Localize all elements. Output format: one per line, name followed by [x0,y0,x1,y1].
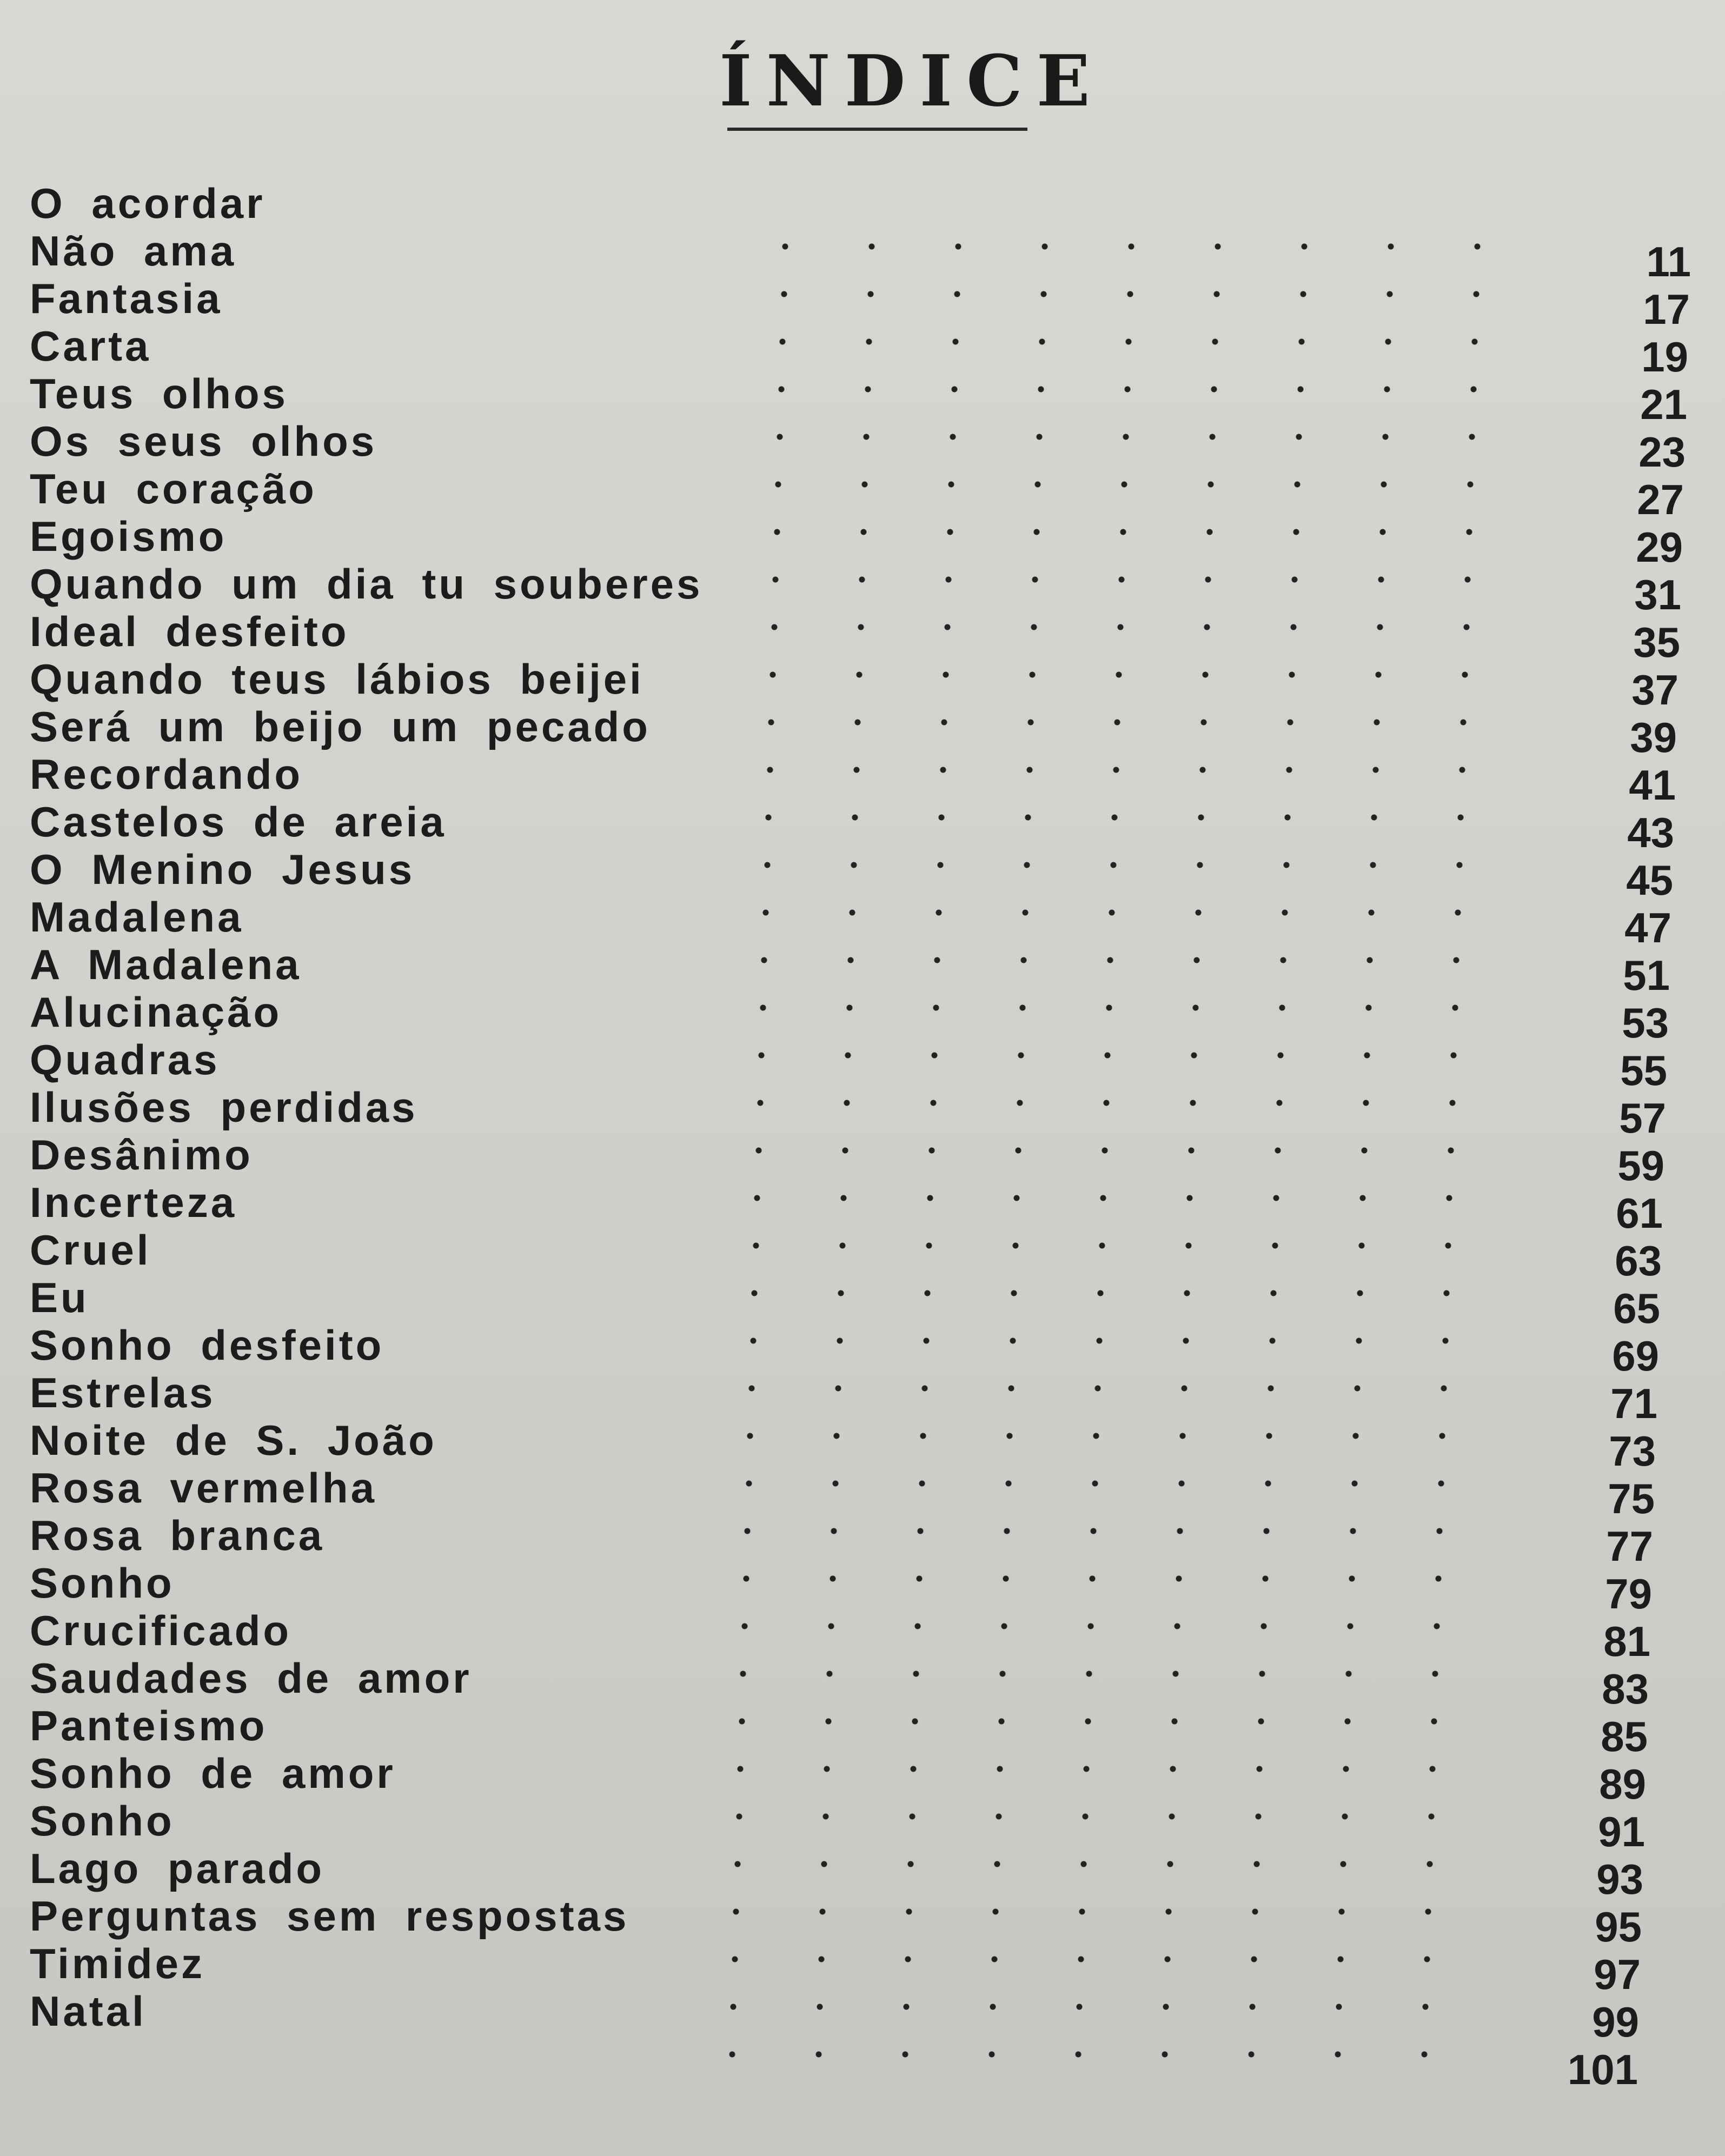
toc-page-number: 29 [1636,523,1683,571]
toc-page-number: 97 [1594,1951,1641,1998]
toc-page-number: 59 [1617,1142,1664,1189]
toc-row [30,1321,1695,1380]
dot-leader [738,384,1544,395]
toc-page-number: 73 [1609,1427,1656,1475]
toc-page-number: 69 [1612,1332,1659,1380]
toc-entry-title: Saudades de amor [30,1654,472,1702]
toc-entry-title: Egoismo [30,513,227,560]
toc-row [30,1226,1695,1285]
toc-row [30,1512,1695,1570]
toc-entry-title: Alucinação [30,988,282,1036]
toc-entry-title: Estrelas [30,1369,216,1416]
toc-row [30,1369,1695,1427]
toc-row [30,179,1695,227]
toc-entry-title: Lago parado [30,1845,325,1892]
toc-page-number: 57 [1619,1094,1666,1142]
toc-entry-title: O acordar [30,179,266,227]
toc-entry-title: Os seus olhos [30,417,377,465]
dot-leader [700,1668,1467,1679]
toc-entry-title: Desânimo [30,1131,253,1179]
toc-page-number: 71 [1610,1380,1657,1427]
dot-leader [703,1573,1474,1584]
dot-leader [728,717,1523,728]
dot-leader [713,1240,1493,1251]
toc-row [30,1083,1695,1142]
dot-leader [690,2001,1448,2012]
toc-page-number: 89 [1599,1760,1646,1808]
toc-page-number: 83 [1602,1665,1649,1713]
toc-page-number: 99 [1592,1998,1639,2046]
toc-page-number: 93 [1596,1855,1643,1903]
toc-page-number: 21 [1640,381,1687,428]
toc-entry-title: Teu coração [30,465,317,513]
toc-entry-title: Rosa branca [30,1512,325,1559]
toc-page-number: 27 [1637,476,1684,523]
toc-entry-title: Sonho de amor [30,1749,396,1797]
toc-row [30,1559,1695,1618]
toc-row [30,1179,1695,1237]
dot-leader [720,1002,1507,1013]
toc-page-number: 81 [1603,1618,1650,1665]
toc-entry-title: Noite de S. João [30,1416,437,1464]
toc-row [30,370,1695,428]
dot-leader [742,241,1551,252]
toc-entry-title: Será um beijo um pecado [30,703,651,750]
toc-row [30,1702,1695,1760]
toc-entry-title: O Menino Jesus [30,846,415,893]
dot-leader [722,907,1512,918]
toc-entry-title: Incerteza [30,1179,237,1226]
toc-page-number: 75 [1608,1475,1655,1522]
dot-leader [721,955,1509,966]
toc-row [30,513,1695,571]
toc-row [30,608,1695,666]
toc-entry-title: Sonho [30,1797,175,1845]
toc-row [30,2035,1695,2093]
dot-leader [735,479,1537,490]
toc-page-number: 79 [1605,1570,1652,1618]
toc-page-number: 19 [1641,333,1688,381]
dot-leader [725,812,1518,823]
toc-entry-title: Perguntas sem respostas [30,1892,629,1940]
dot-leader [717,1097,1502,1108]
dot-leader [704,1526,1476,1536]
toc-row [30,322,1695,381]
toc-entry-title: Castelos de areia [30,798,447,846]
toc-page-number: 35 [1633,618,1680,666]
toc-entry-title: Sonho [30,1559,175,1607]
dot-leader [727,764,1521,775]
page-title: ÍNDICE [719,39,1104,122]
dot-leader [706,1478,1479,1489]
dot-leader [715,1145,1498,1156]
toc-page-number: 91 [1598,1808,1645,1855]
dot-leader [707,1430,1481,1441]
dot-leader [729,669,1527,680]
toc-row [30,1749,1695,1808]
toc-row [30,750,1695,809]
toc-row [30,1416,1695,1475]
toc-row [30,1654,1695,1713]
toc-page-number: 51 [1623,951,1670,999]
toc-entry-title: Recordando [30,750,303,798]
toc-page-number: 39 [1630,714,1677,761]
toc-row [30,846,1695,904]
toc-entry-title: Sonho desfeito [30,1321,384,1369]
toc-entry-title: Ideal desfeito [30,608,349,655]
toc-row [30,465,1695,523]
dot-leader [711,1288,1490,1299]
dot-leader [739,336,1546,347]
toc-row [30,1131,1695,1189]
toc-entry-title: Ilusões perdidas [30,1083,418,1131]
toc-page-number: 11 [1646,238,1691,285]
toc-row [30,1892,1695,1951]
toc-row [30,417,1695,476]
dot-leader [731,622,1530,633]
dot-leader [710,1335,1488,1346]
dot-leader [734,527,1535,537]
toc-page-number: 53 [1622,999,1669,1047]
title-underline [727,128,1027,131]
toc-row [30,1845,1695,1903]
toc-entry-title: Madalena [30,893,244,941]
toc-page-number: 77 [1606,1522,1653,1570]
toc-row [30,798,1695,856]
dot-leader [699,1716,1465,1727]
dot-leader [696,1811,1459,1822]
toc-entry-title: Carta [30,322,151,370]
toc-entry-title: Eu [30,1274,89,1321]
toc-row [30,988,1695,1047]
toc-row [30,560,1695,618]
toc-page-number: 55 [1620,1047,1667,1094]
toc-page-number: 63 [1615,1237,1662,1285]
toc-entry-title: Rosa vermelha [30,1464,377,1512]
toc-page-number: 65 [1613,1285,1660,1332]
toc-row [30,941,1695,999]
toc-entry-title: Quando teus lábios beijei [30,655,644,703]
toc-row [30,1607,1695,1665]
toc-row [30,1036,1695,1094]
toc-entry-title: Panteismo [30,1702,268,1749]
dot-leader [737,431,1541,442]
toc-entry-title: A Madalena [30,941,302,988]
toc-entry-title: Cruel [30,1226,151,1274]
toc-row [30,275,1695,333]
toc-entry-title: Não ama [30,227,237,275]
dot-leader [718,1050,1504,1061]
toc-entry-title: Natal [30,1987,147,2035]
table-of-contents [30,179,1695,2093]
toc-page-number: 101 [1567,2046,1638,2093]
toc-row [30,703,1695,761]
toc-entry-title: Quando um dia tu souberes [30,560,703,608]
toc-entry-title: Teus olhos [30,370,288,417]
dot-leader [714,1193,1495,1203]
dot-leader [732,574,1532,585]
toc-entry-title: Timidez [30,1940,205,1987]
toc-page-number: 47 [1624,904,1671,951]
toc-row [30,1987,1695,2046]
dot-leader [693,1906,1453,1917]
toc-entry-title: Fantasia [30,275,223,322]
dot-leader [697,1764,1462,1774]
toc-page-number: 43 [1627,809,1674,856]
toc-row [30,227,1695,285]
dot-leader [689,2049,1445,2060]
toc-row [30,655,1695,714]
dot-leader [701,1621,1470,1632]
toc-row [30,1797,1695,1855]
toc-row [30,893,1695,951]
dot-leader [708,1383,1484,1394]
toc-entry-title: Crucificado [30,1607,292,1654]
toc-entry-title: Quadras [30,1036,220,1083]
toc-row [30,1274,1695,1332]
toc-page-number: 85 [1601,1713,1648,1760]
toc-page-number: 45 [1626,856,1673,904]
dot-leader [694,1859,1456,1869]
dot-leader [692,1954,1451,1965]
dot-leader [741,289,1549,300]
dot-leader [724,860,1516,870]
toc-row [30,1940,1695,1998]
toc-page-number: 95 [1595,1903,1642,1951]
toc-page-number: 41 [1629,761,1676,809]
toc-page-number: 37 [1631,666,1678,714]
toc-page-number: 17 [1643,285,1690,333]
toc-page-number: 31 [1634,571,1681,618]
toc-page-number: 23 [1638,428,1686,476]
toc-page-number: 61 [1616,1189,1663,1237]
toc-row [30,1464,1695,1522]
